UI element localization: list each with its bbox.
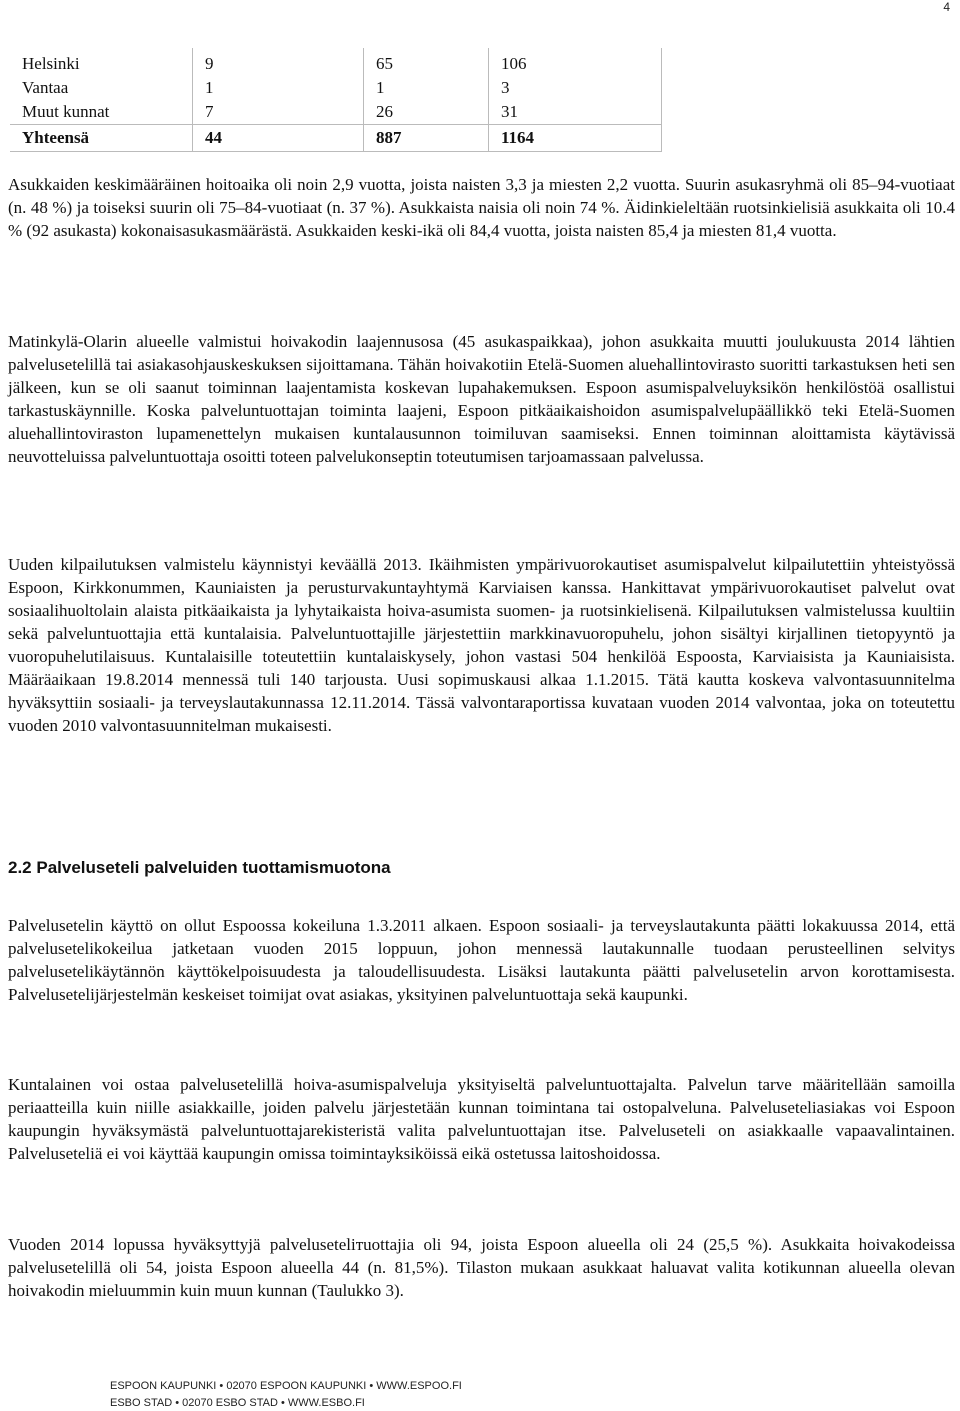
paragraph-voucher-usage: Kuntalainen voi ostaa palvelusetelillä hoiva-asumispalveluja yksityiseltä palveluntuottajalta. Palvelun tarve määritellään samoilla periaatteilla kuin niille asiakkaille, joiden palvelu järjestetään kunnan toimintana tai ostopalveluna. Palveluseteliasiakas voi Espoon kaupungin hyväksymästä palveluntuottajarekisteristä valita palveluntuottajan itse. Palveluseteli on asiakkaalle vapaavalintainen. Palveluseteliä ei voi käyttää kaupungin omissa toimintayksiköissä eikä ostetussa laitoshoidossa. [8, 1075, 955, 1163]
paragraph-tendering: Uuden kilpailutuksen valmistelu käynnistyi keväällä 2013. Ikäihmisten ympärivuorokautiset asumispalvelut kilpailutettiin yhteistyössä Espoon, Kirkkonummen, Kauniaisten ja perusturvakuntayhtymä Karviaisen kanssa. Hankittavat ympärivuorokautiset palvelut ovat sosiaalihuoltolain alaista pitkäaikaista ja lyhytaikaista hoiva-asumista suomen- ja ruotsinkielisenä. Kilpailutuksen valmistelussa kuultiin sekä palveluntuottajia että kuntalaisia. Palveluntuottajille järjestettiin markkinavuoropuhelu, johon sisältyi kirjallinen tietopyyntö ja vuoropuhelutilaisuus. Kuntalaisille toteutettiin kuntalaiskysely, johon vastasi 504 henkilöä Espoosta, Karviaisista ja Kauniaisista. Määräaikaan 19.8.2014 mennessä tuli 140 tarjousta. Uusi sopimuskausi alkaa 1.1.2015. Tätä kautta koskeva valvontasuunnitelma hyväksyttiin sosiaali- ja terveyslautakunnassa 12.11.2014. Tässä valvontaraportissa kuvataan vuoden 2014 valvontaa, joka on toteutettu vuoden 2010 valvontasuunnitelman mukaisesti. [8, 555, 955, 735]
footer-line-espoo: ESPOON KAUPUNKI • 02070 ESPOON KAUPUNKI • WWW.ESPOO.FI [110, 1380, 462, 1392]
table-cell: 1164 [489, 125, 662, 152]
table-row [10, 76, 662, 100]
table-cell: 1 [193, 76, 364, 100]
table-cell: 65 [364, 48, 489, 76]
table-cell: 887 [364, 125, 489, 152]
table-cell: Yhteensä [10, 125, 193, 152]
table-cell: Helsinki [10, 48, 193, 76]
page-number: 4 [943, 0, 950, 14]
paragraph-matinkyla: Matinkylä-Olarin alueelle valmistui hoivakodin laajennusosa (45 asukaspaikkaa), johon asukkaita muutti joulukuusta 2014 lähtien palvelusetelillä tai asiakasohjauskeskuksen sijoittamana. Tähän hoivakotiin Etelä-Suomen aluehallintovirasto suoritti tarkastuksen heti sen jälkeen, kun se oli saanut toiminnan laajentamista koskevan lupahakemuksen. Espoon asumispalveluyksikön henkilöstöä osallistui tarkastuskäynnille. Koska palveluntuottajan toiminta laajeni, Espoon pitkäaikaishoidon asumispalvelupäällikkö teki Etelä-Suomen aluehallintoviraston lupamenettelyn mukaisen kuntalausunnon toimiluvan saamiseksi. Ennen toiminnan aloittamista käytävissä neuvotteluissa palveluntuottaja osoitti toteen palvelukonseptin toteutumisen tarjoamassaan palvelussa. [8, 332, 955, 466]
table-cell: 26 [364, 100, 489, 125]
table-row [10, 48, 662, 76]
footer-line-esbo: ESBO STAD • 02070 ESBO STAD • WWW.ESBO.FI [110, 1397, 365, 1409]
section-heading: 2.2 Palveluseteli palveluiden tuottamismuotona [8, 858, 391, 877]
table-cell: 1 [364, 76, 489, 100]
table-cell: 106 [489, 48, 662, 76]
residents-table [10, 48, 662, 152]
table-total-row [10, 125, 662, 152]
table-cell: 3 [489, 76, 662, 100]
table-cell: 7 [193, 100, 364, 125]
table-cell: Vantaa [10, 76, 193, 100]
table-cell: 31 [489, 100, 662, 125]
table-cell: 9 [193, 48, 364, 76]
paragraph-voucher-stats: Vuoden 2014 lopussa hyväksyttyjä palveluseteliтuottajia oli 94, joista Espoon alueella oli 24 (25,5 %). Asukkaita hoivakodeissa palvelusetelillä oli 54, joista Espoon alueella 44 (n. 81,5%). Tilaston mukaan asukkaat haluavat valita kotikunnan alueella olevan hoivakodin mieluummin kuin muun kunnan (Taulukko 3). [8, 1235, 955, 1300]
paragraph-residents: Asukkaiden keskimääräinen hoitoaika oli noin 2,9 vuotta, joista naisten 3,3 ja miesten 2,2 vuotta. Suurin asukasryhmä oli 85–94-vuotiaat (n. 48 %) ja toiseksi suurin oli 75–84-vuotiaat (n. 37 %). Asukkaista naisia oli noin 74 %. Äidinkieleltään ruotsinkielisiä asukkaita oli 10.4 % (92 asukasta) kokonaisasukasmäärästä. Asukkaiden keski-ikä oli 84,4 vuotta, joista naisten 85,4 ja miesten 81,4 vuotta. [8, 175, 955, 240]
table-cell: 44 [193, 125, 364, 152]
table-row [10, 100, 662, 125]
paragraph-voucher-trial: Palvelusetelin käyttö on ollut Espoossa kokeiluna 1.3.2011 alkaen. Espoon sosiaali- ja terveyslautakunta päätti lokakuussa 2014, että palvelusetelikokeilua jatketaan vuoden 2015 loppuun, johon mennessä lautakunnalle tuodaan perusteellinen selvitys palvelusetelikäytännön käyttökelpoisuudesta ja taloudellisuudesta. Lisäksi lautakunta päätti palvelusetelin arvon korottamisesta. Palvelusetelijärjestelmän keskeiset toimijat ovat asiakas, yksityinen palveluntuottaja sekä kaupunki. [8, 916, 955, 1004]
table-cell: Muut kunnat [10, 100, 193, 125]
